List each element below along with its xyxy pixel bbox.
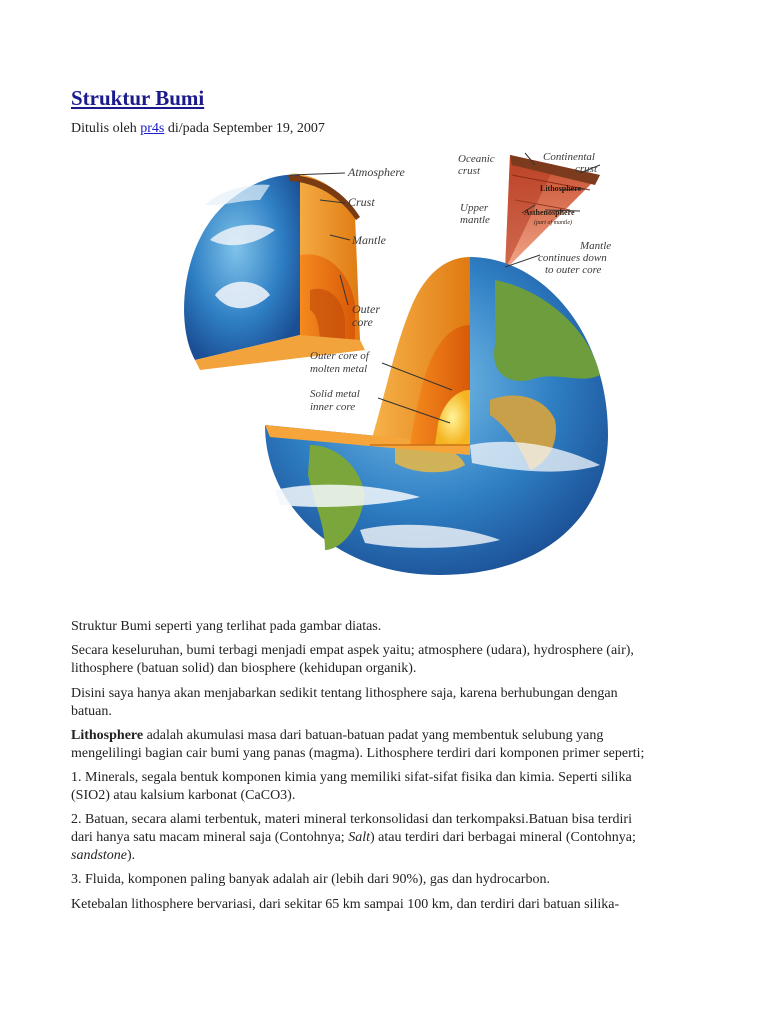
label-inner-core-l1: Solid metal (310, 388, 360, 400)
paragraph-aspects-line2: lithosphere (batuan solid) dan biosphere (kehidupan organik). (71, 661, 417, 676)
list-item-rocks-line1: 2. Batuan, secara alami terbentuk, materi mineral terkonsolidasi dan terkompaksi.Batuan bisa terdiri (71, 812, 632, 827)
list-item-minerals-line1: 1. Minerals, segala bentuk komponen kimia yang memiliki sifat-sifat fisika dan kimia. Seperti silika (71, 770, 632, 785)
list-item-minerals (71, 769, 697, 805)
paragraph-scope-line1: Disini saya hanya akan menjabarkan sedikit tentang lithosphere saja, karena berhubungan dengan (71, 686, 618, 701)
sandstone-term: sandstone (71, 848, 127, 863)
author-link[interactable]: pr4s (140, 121, 165, 136)
label-mantle-continues-l1: Mantle (580, 240, 612, 252)
label-atmosphere: Atmosphere (348, 165, 405, 179)
byline (71, 121, 325, 137)
paragraph-lithosphere-line2: mengelilingi bagian cair bumi yang panas (magma). Lithosphere terdiri dari komponen primer seperti; (71, 746, 645, 761)
label-crust: Crust (348, 195, 375, 209)
paragraph-lithosphere-line1: adalah akumulasi masa dari batuan-batuan padat yang membentuk selubung yang (143, 728, 604, 743)
salt-term: Salt (348, 830, 370, 845)
earth-structure-figure (160, 145, 630, 585)
label-continental-crust-l1: Continental (543, 151, 595, 163)
label-mantle-continues-l2: continues down (538, 252, 607, 264)
paragraph-aspects (71, 642, 697, 678)
lithosphere-term: Lithosphere (71, 728, 144, 743)
label-inner-core-l2: inner core (310, 401, 356, 413)
label-outer-core-l1: Outer (352, 302, 380, 316)
byline-date: di/pada September 19, 2007 (167, 121, 325, 136)
label-lithosphere: Lithosphere (540, 184, 582, 193)
label-oceanic-crust-l2: crust (458, 165, 480, 177)
label-oceanic-crust-l1: Oceanic (458, 153, 495, 165)
label-mantle: Mantle (352, 233, 386, 247)
label-asthenosphere: Asthenosphere (524, 208, 575, 217)
page-title[interactable]: Struktur Bumi (71, 86, 205, 110)
list-item-rocks-line3-end: ). (127, 848, 136, 863)
label-continental-crust-l2: crust (575, 163, 597, 175)
label-mantle-continues-l3: to outer core (545, 264, 602, 276)
paragraph-scope (71, 685, 697, 721)
label-upper-mantle-l2: mantle (460, 214, 490, 226)
label-outer-core-molten-l1: Outer core of (310, 350, 369, 362)
list-item-rocks-line2a: dari hanya satu macam mineral saja (Contohnya; (71, 830, 349, 845)
list-item-fluids: 3. Fluida, komponen paling banyak adalah air (lebih dari 90%), gas dan hydrocarbon. (71, 872, 550, 887)
label-asthenosphere-note: (part of mantle) (534, 220, 572, 226)
paragraph-thickness: Ketebalan lithosphere bervariasi, dari sekitar 65 km sampai 100 km, dan terdiri dari batuan silika- (71, 897, 620, 912)
list-item-minerals-line2: (SIO2) atau kalsium karbonat (CaCO3). (71, 788, 296, 803)
paragraph-scope-line2: batuan. (71, 704, 112, 719)
paragraph-intro: Struktur Bumi seperti yang terlihat pada gambar diatas. (71, 619, 382, 634)
label-outer-core-molten-l2: molten metal (310, 363, 368, 375)
label-outer-core-l2: core (352, 315, 373, 329)
label-upper-mantle-l1: Upper (460, 202, 489, 214)
list-item-rocks-line2b: ) atau terdiri dari berbagai mineral (Contohnya; (369, 830, 636, 845)
byline-prefix: Ditulis oleh (71, 121, 137, 136)
paragraph-aspects-line1: Secara keseluruhan, bumi terbagi menjadi empat aspek yaitu; atmosphere (udara), hydrosphere (air), (71, 643, 634, 658)
paragraph-lithosphere (71, 727, 697, 763)
list-item-rocks (71, 811, 697, 865)
